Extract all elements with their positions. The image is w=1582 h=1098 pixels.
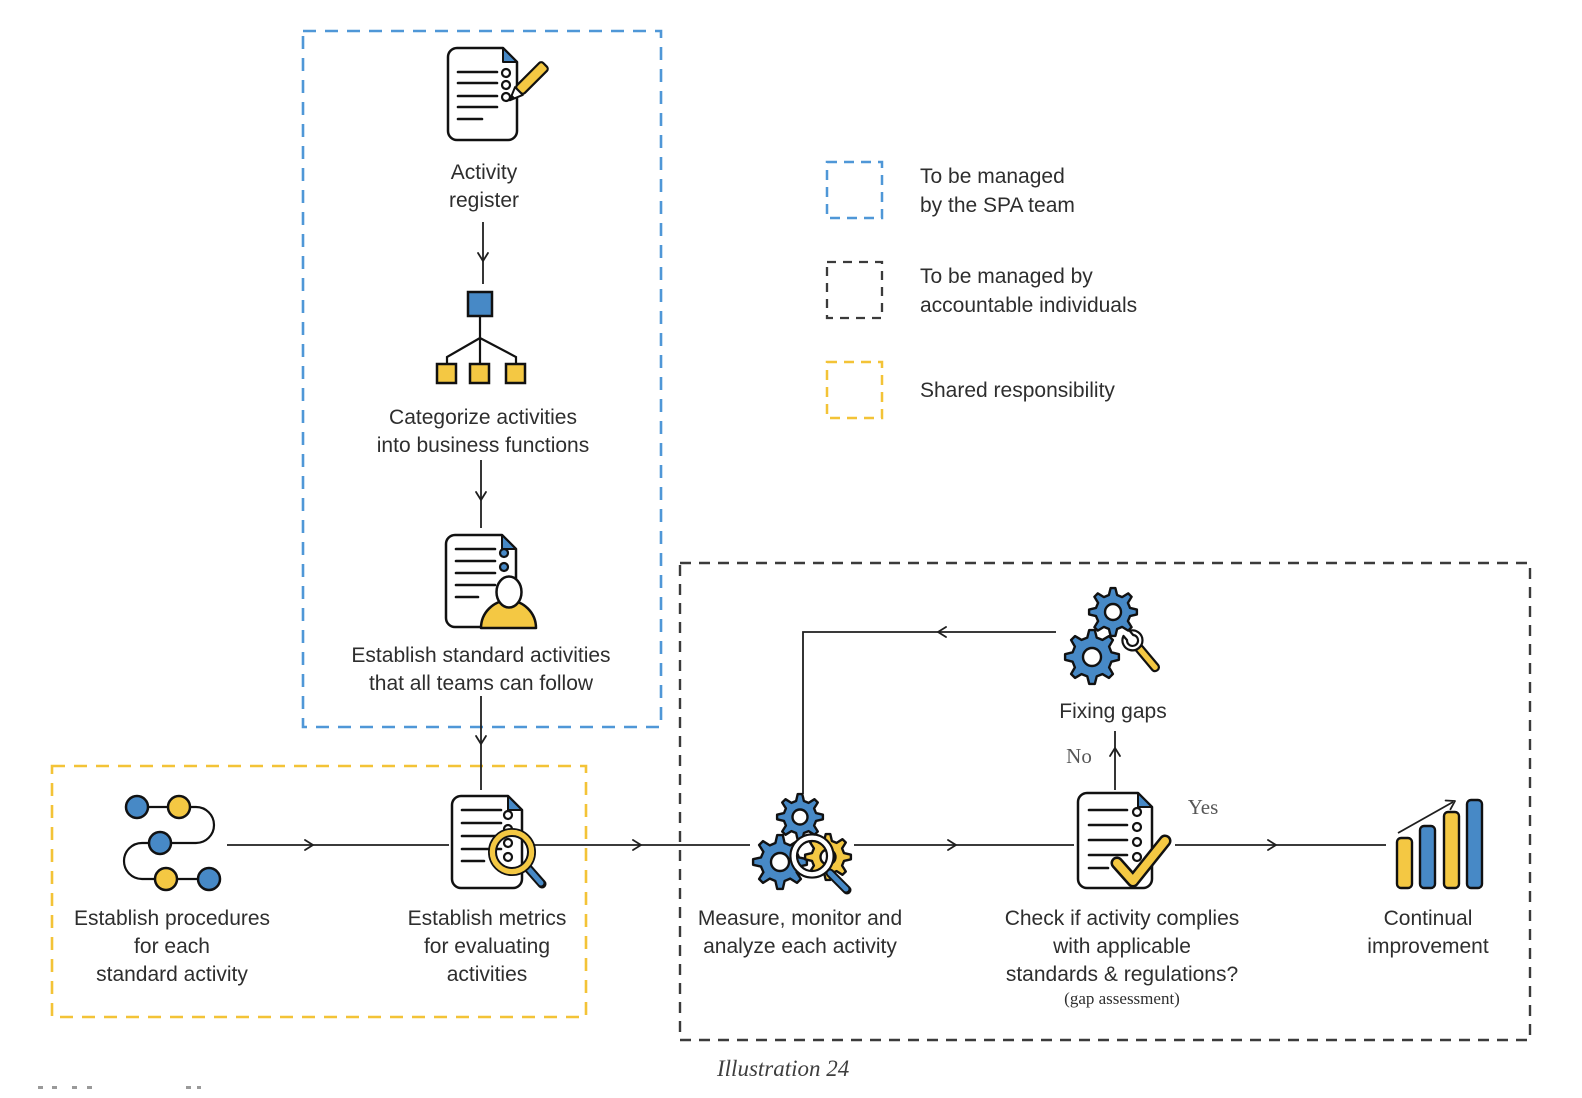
legend-label-individuals: To be managed by accountable individuals: [920, 265, 1138, 317]
legend-label-shared: Shared responsibility: [920, 379, 1115, 402]
procedures-label: Establish procedures for each standard activity: [73, 907, 271, 986]
legend-label-spa-team: To be managed by the SPA team: [920, 165, 1075, 217]
connector-categorize-to-standards: [476, 460, 486, 528]
process-path-icon: [124, 796, 220, 890]
measure-label: Measure, monitor and analyze each activity: [697, 907, 903, 958]
connector-procedures-to-metrics: [227, 840, 449, 850]
legend-swatch-shared: [827, 362, 882, 418]
document-magnifier-icon: [452, 796, 542, 888]
document-person-icon: [446, 535, 536, 628]
edge-label-yes: Yes: [1187, 795, 1219, 819]
cropped-text-artifact: [38, 1086, 201, 1089]
categorize-label: Categorize activities into business functions: [376, 406, 590, 457]
edge-label-no: No: [1066, 744, 1092, 768]
gears-magnifier-icon: [753, 794, 851, 890]
legend-swatch-individuals: [827, 262, 882, 318]
connector-standards-to-metrics: [476, 696, 486, 790]
connector-metrics-to-measure: [527, 840, 750, 850]
connector-check-to-improvement: [1175, 840, 1386, 850]
connector-check-no-to-fixing: [1110, 731, 1120, 790]
illustration-caption: Illustration 24: [717, 1056, 850, 1081]
metrics-label: Establish metrics for evaluating activities: [407, 907, 567, 986]
gap-assessment-note: (gap assessment): [1064, 989, 1180, 1008]
connector-measure-to-check: [854, 840, 1074, 850]
continual-improvement-label: Continual improvement: [1367, 907, 1489, 958]
connector-fixing-feedback-loop: [803, 627, 1056, 794]
hierarchy-icon: [437, 292, 525, 383]
fixing-gaps-label: Fixing gaps: [1059, 700, 1167, 723]
standard-activities-label: Establish standard activities that all teams can follow: [351, 644, 611, 695]
connector-register-to-categorize: [478, 222, 488, 284]
legend-swatch-spa-team: [827, 162, 882, 218]
check-compliance-label: Check if activity complies with applicable standards & regulations? (gap assessment): [1004, 907, 1240, 1008]
bar-chart-growth-icon: [1397, 797, 1482, 888]
activity-register-label: Activity register: [448, 161, 520, 212]
document-pencil-icon: [448, 48, 549, 140]
gears-wrench-icon: [1065, 588, 1165, 684]
document-checkmark-icon: [1078, 793, 1165, 888]
